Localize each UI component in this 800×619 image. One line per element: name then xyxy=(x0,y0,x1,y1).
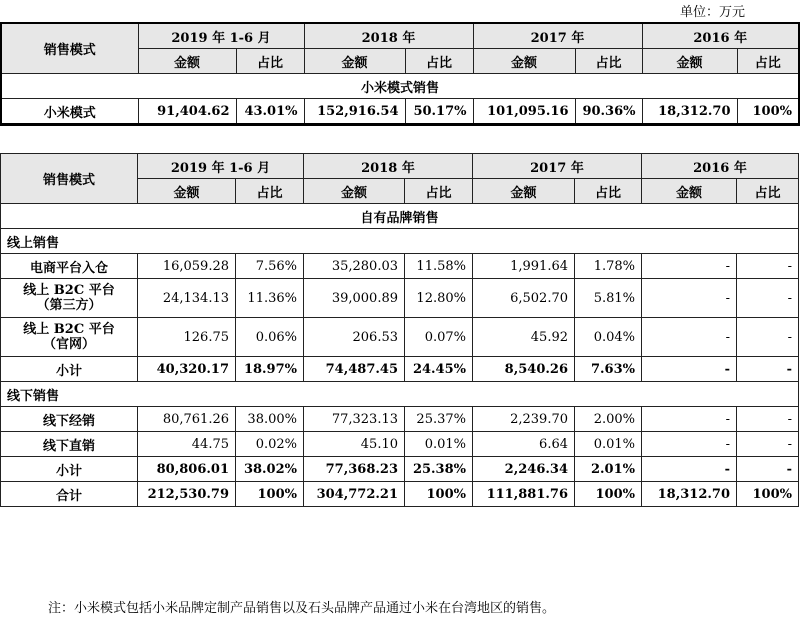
table-cell: - xyxy=(642,432,737,457)
group-title-online: 线上销售 xyxy=(1,229,799,254)
table-cell: 8,540.26 xyxy=(473,357,575,382)
total-row xyxy=(1,482,799,507)
table-cell: 2,239.70 xyxy=(473,407,575,432)
table-row xyxy=(1,318,799,357)
unit-label: 单位：万元 xyxy=(680,5,746,20)
header-amount: 金额 xyxy=(138,49,236,74)
table-cell: 11.36% xyxy=(236,279,304,318)
header-amount: 金额 xyxy=(473,179,575,204)
table-cell: 45.92 xyxy=(473,318,575,357)
row-label: 电商平台入仓 xyxy=(1,254,138,279)
header-amount: 金额 xyxy=(473,49,575,74)
table-cell: 38.00% xyxy=(236,407,304,432)
table-cell: 100% xyxy=(575,482,642,507)
table-cell: 11.58% xyxy=(405,254,473,279)
table-cell: 212,530.79 xyxy=(138,482,236,507)
header-period: 2018 年 xyxy=(304,23,473,49)
header-ratio: 占比 xyxy=(575,49,642,74)
table-cell: 74,487.45 xyxy=(304,357,405,382)
row-label: 小米模式 xyxy=(1,99,138,125)
table-cell: - xyxy=(642,407,737,432)
row-label: 小计 xyxy=(1,357,138,382)
subtotal-row xyxy=(1,457,799,482)
table-cell: 0.06% xyxy=(236,318,304,357)
table-cell: - xyxy=(737,432,799,457)
table-cell: 100% xyxy=(737,482,799,507)
header-ratio: 占比 xyxy=(737,179,799,204)
group-row xyxy=(1,382,799,407)
table-cell: 7.63% xyxy=(575,357,642,382)
row-label xyxy=(1,318,138,357)
row-label-line1: 线上 B2C 平台 xyxy=(23,283,115,298)
table-cell: 24.45% xyxy=(405,357,473,382)
table-cell: 35,280.03 xyxy=(304,254,405,279)
table-cell: 18,312.70 xyxy=(642,482,737,507)
table-cell: - xyxy=(642,357,737,382)
section-row xyxy=(1,204,799,229)
table-row xyxy=(1,99,799,125)
row-label xyxy=(1,279,138,318)
group-title-offline: 线下销售 xyxy=(1,382,799,407)
section-title: 自有品牌销售 xyxy=(1,204,799,229)
xiaomi-mode-table xyxy=(0,22,800,126)
row-label: 线下经销 xyxy=(1,407,138,432)
table-cell: - xyxy=(737,254,799,279)
row-label: 小计 xyxy=(1,457,138,482)
table-cell: - xyxy=(737,407,799,432)
header-amount: 金额 xyxy=(642,179,737,204)
table-cell: 6,502.70 xyxy=(473,279,575,318)
header-period: 2019 年 1-6 月 xyxy=(138,154,304,179)
row-label-line2: （第三方） xyxy=(36,298,102,313)
table-cell: 2.00% xyxy=(575,407,642,432)
table-cell: - xyxy=(642,254,737,279)
group-row xyxy=(1,229,799,254)
table-cell: 111,881.76 xyxy=(473,482,575,507)
table-cell: 0.02% xyxy=(236,432,304,457)
table-cell: 100% xyxy=(405,482,473,507)
table-cell: - xyxy=(642,279,737,318)
header-period: 2017 年 xyxy=(473,154,642,179)
table-cell: 100% xyxy=(236,482,304,507)
header-ratio: 占比 xyxy=(236,49,304,74)
header-period: 2017 年 xyxy=(473,23,642,49)
table-cell: 101,095.16 xyxy=(473,99,575,125)
header-amount: 金额 xyxy=(304,49,405,74)
table-cell: 1.78% xyxy=(575,254,642,279)
table-cell: 44.75 xyxy=(138,432,236,457)
table-row xyxy=(1,407,799,432)
table-cell: 12.80% xyxy=(405,279,473,318)
table-cell: 45.10 xyxy=(304,432,405,457)
table-cell: 38.02% xyxy=(236,457,304,482)
table-cell: 7.56% xyxy=(236,254,304,279)
table-cell: 80,761.26 xyxy=(138,407,236,432)
table-cell: - xyxy=(737,357,799,382)
header-ratio: 占比 xyxy=(737,49,799,74)
table-cell: 304,772.21 xyxy=(304,482,405,507)
table-cell: 90.36% xyxy=(575,99,642,125)
own-brand-table xyxy=(0,153,799,507)
table-cell: - xyxy=(737,318,799,357)
table-cell: 77,368.23 xyxy=(304,457,405,482)
table-cell: 152,916.54 xyxy=(304,99,405,125)
header-mode: 销售模式 xyxy=(1,23,138,74)
header-mode: 销售模式 xyxy=(1,154,138,204)
row-label-line2: （官网） xyxy=(42,337,95,352)
table-cell: 206.53 xyxy=(304,318,405,357)
table-row xyxy=(1,254,799,279)
header-row-periods xyxy=(1,154,799,179)
table-cell: 0.07% xyxy=(405,318,473,357)
table-cell: 80,806.01 xyxy=(138,457,236,482)
table-cell: 25.38% xyxy=(405,457,473,482)
table-cell: 126.75 xyxy=(138,318,236,357)
table-cell: 0.01% xyxy=(575,432,642,457)
header-row-periods xyxy=(1,23,799,49)
table-cell: 39,000.89 xyxy=(304,279,405,318)
table-cell: 100% xyxy=(737,99,799,125)
table-row xyxy=(1,279,799,318)
table-cell: 77,323.13 xyxy=(304,407,405,432)
header-ratio: 占比 xyxy=(405,49,473,74)
table-cell: 0.04% xyxy=(575,318,642,357)
section-row xyxy=(1,74,799,99)
header-ratio: 占比 xyxy=(575,179,642,204)
table-row xyxy=(1,432,799,457)
table-cell: - xyxy=(737,279,799,318)
header-period: 2016 年 xyxy=(642,154,799,179)
table-cell: 43.01% xyxy=(236,99,304,125)
table-cell: 1,991.64 xyxy=(473,254,575,279)
table-cell: 91,404.62 xyxy=(138,99,236,125)
table-cell: - xyxy=(642,318,737,357)
table-cell: - xyxy=(737,457,799,482)
table-cell: 40,320.17 xyxy=(138,357,236,382)
table-cell: 2.01% xyxy=(575,457,642,482)
header-period: 2018 年 xyxy=(304,154,473,179)
table-cell: 18.97% xyxy=(236,357,304,382)
table-cell: 25.37% xyxy=(405,407,473,432)
table-cell: 50.17% xyxy=(405,99,473,125)
section-title: 小米模式销售 xyxy=(1,74,799,99)
table-cell: 6.64 xyxy=(473,432,575,457)
header-period: 2016 年 xyxy=(642,23,799,49)
header-period: 2019 年 1-6 月 xyxy=(138,23,304,49)
header-amount: 金额 xyxy=(642,49,737,74)
footnote: 注：小米模式包括小米品牌定制产品销售以及石头品牌产品通过小米在台湾地区的销售。 xyxy=(48,601,556,616)
table-cell: 18,312.70 xyxy=(642,99,737,125)
table-cell: - xyxy=(642,457,737,482)
table-cell: 2,246.34 xyxy=(473,457,575,482)
header-amount: 金额 xyxy=(138,179,236,204)
table-cell: 24,134.13 xyxy=(138,279,236,318)
subtotal-row xyxy=(1,357,799,382)
header-ratio: 占比 xyxy=(236,179,304,204)
table-cell: 0.01% xyxy=(405,432,473,457)
row-label: 合计 xyxy=(1,482,138,507)
row-label: 线下直销 xyxy=(1,432,138,457)
table-cell: 5.81% xyxy=(575,279,642,318)
row-label-line1: 线上 B2C 平台 xyxy=(23,322,115,337)
table-cell: 16,059.28 xyxy=(138,254,236,279)
header-amount: 金额 xyxy=(304,179,405,204)
header-ratio: 占比 xyxy=(405,179,473,204)
